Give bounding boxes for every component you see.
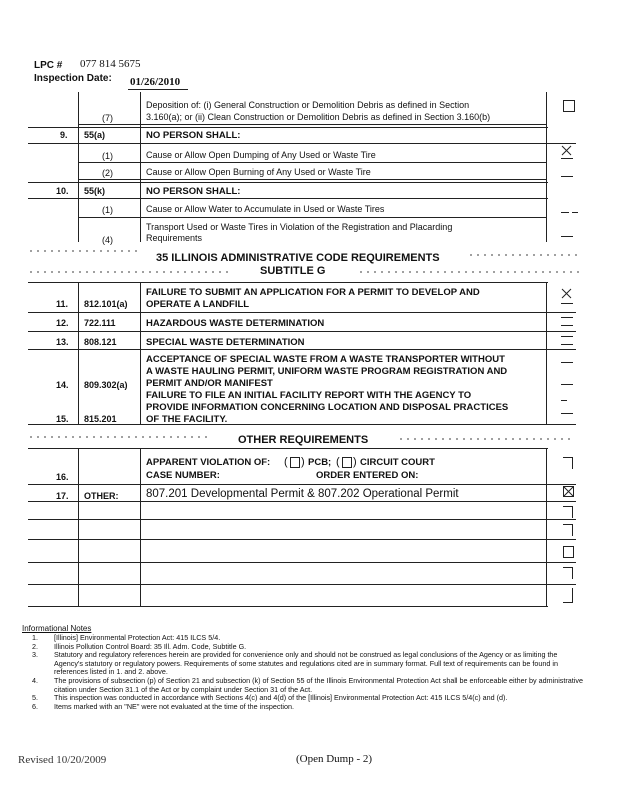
row14-line3: PERMIT AND/OR MANIFEST <box>146 378 273 389</box>
note-4-num: 4. <box>32 675 38 685</box>
iac-subtitle: SUBTITLE G <box>260 265 326 277</box>
note-4 <box>32 677 587 694</box>
pcb-label: PCB; <box>308 457 332 468</box>
row9-title: NO PERSON SHALL: <box>146 130 241 141</box>
row13-title: SPECIAL WASTE DETERMINATION <box>146 337 305 348</box>
row10-4-text-line2: Requirements <box>146 233 203 243</box>
row10-1-sub: (1) <box>102 205 113 215</box>
row14-num: 14. <box>56 380 69 390</box>
row14-section: 809.302(a) <box>84 380 128 390</box>
row9-2-sub: (2) <box>102 168 113 178</box>
note-1-num: 1. <box>32 633 38 642</box>
notes-title: Informational Notes <box>22 624 92 633</box>
checkbox-blank-4[interactable] <box>563 567 573 579</box>
checkbox-row16[interactable] <box>563 457 573 469</box>
checkbox-blank-3[interactable] <box>563 546 574 558</box>
lpc-label: LPC # <box>34 60 63 71</box>
row9-1-text: Cause or Allow Open Dumping of Any Used or Waste Tire <box>146 150 376 160</box>
row17-num: 17. <box>56 491 69 501</box>
apparent-violation-label: APPARENT VIOLATION OF: <box>146 457 271 468</box>
row14-line1: ACCEPTANCE OF SPECIAL WASTE FROM A WASTE TRANSPORTER WITHOUT <box>146 354 505 365</box>
row7-sub: (7) <box>102 113 113 123</box>
checkbox-row7[interactable] <box>563 100 575 112</box>
row15-line1: FAILURE TO FILE AN INITIAL FACILITY REPORT WITH THE AGENCY TO <box>146 390 472 401</box>
checked-x-box-icon[interactable] <box>563 486 574 497</box>
circuit-court-label: CIRCUIT COURT <box>360 457 435 468</box>
row17-text: 807.201 Developmental Permit & 807.202 Operational Permit <box>146 488 459 500</box>
order-entered-label: ORDER ENTERED ON: <box>316 470 419 481</box>
row15-num: 15. <box>56 414 69 424</box>
row10-section: 55(k) <box>84 186 106 196</box>
row10-1-text: Cause or Allow Water to Accumulate in Used or Waste Tires <box>146 204 385 214</box>
row13-section: 808.121 <box>84 337 117 347</box>
note-1-text: [Illinois] Environmental Protection Act: 415 ILCS 5/4. <box>54 633 221 642</box>
note-6 <box>32 703 587 712</box>
note-2-num: 2. <box>32 641 38 651</box>
lpc-value: 077 814 5675 <box>80 58 141 70</box>
row13-num: 13. <box>56 337 69 347</box>
row12-title: HAZARDOUS WASTE DETERMINATION <box>146 318 325 329</box>
checkbox-blank-1[interactable] <box>563 506 573 518</box>
note-6-num: 6. <box>32 701 38 711</box>
note-5-num: 5. <box>32 693 38 703</box>
inspection-date-label: Inspection Date: <box>34 73 112 84</box>
row15-section: 815.201 <box>84 414 117 424</box>
note-2-text: Illinois Pollution Control Board: 35 Ill. Adm. Code, Subtitle G. <box>54 641 247 651</box>
pcb-paren-close: ) <box>301 456 305 468</box>
row9-num: 9. <box>60 130 68 140</box>
checkbox-blank-2[interactable] <box>563 524 573 536</box>
revised-date: Revised 10/20/2009 <box>18 754 107 766</box>
row15-line2: PROVIDE INFORMATION CONCERNING LOCATION AND DISPOSAL PRACTICES <box>146 402 509 413</box>
row10-num: 10. <box>56 186 69 196</box>
row11-line1: FAILURE TO SUBMIT AN APPLICATION FOR A PERMIT TO DEVELOP AND <box>146 287 480 298</box>
note-5-text: This inspection was conducted in accordance with Sections 4(c) and 4(d) of the [Illinois] Environmental Protection Act: 415 ILCS 5/4(c) and (d). <box>54 693 508 703</box>
iac-title: 35 ILLINOIS ADMINISTRATIVE CODE REQUIREMENTS <box>156 252 440 264</box>
inspection-date-value: 01/26/2010 <box>130 76 181 88</box>
pcb-paren: ( <box>284 456 288 468</box>
row9-1-sub: (1) <box>102 151 113 161</box>
row16-num: 16. <box>56 472 69 482</box>
row11-line2: OPERATE A LANDFILL <box>146 299 250 310</box>
notes-list <box>32 634 587 711</box>
row7-text-line2: 3.160(a); or (ii) Clean Construction or Demolition Debris as defined in Section 3.160(b) <box>146 112 491 122</box>
note-3 <box>32 651 587 677</box>
row15-line3: OF THE FACILITY. <box>146 414 228 425</box>
checked-x-icon[interactable] <box>561 145 572 156</box>
row12-num: 12. <box>56 318 69 328</box>
checked-x-icon[interactable] <box>561 288 572 299</box>
other-title: OTHER REQUIREMENTS <box>238 434 369 446</box>
circuit-paren-close: ) <box>353 456 357 468</box>
row7-text-line1: Deposition of: (i) General Construction or Demolition Debris as defined in Section <box>146 100 470 110</box>
row10-4-text-line1: Transport Used or Waste Tires in Violation of the Registration and Placarding <box>146 222 453 232</box>
pcb-checkbox[interactable] <box>290 457 300 468</box>
note-6-text: Items marked with an "NE" were not evaluated at the time of the inspection. <box>54 701 295 711</box>
circuit-court-checkbox[interactable] <box>342 457 352 468</box>
note-3-text: Statutory and regulatory references herein are provided for convenience only and should not be construed as legal conclusions of the Agency or as limiting the Agency's statutory or regulatory powers. Requirements of some statutes and regulations cited are in summary format. Full text of requirements can be found in references listed in 1. and 2. above. <box>54 650 558 677</box>
row17-label: OTHER: <box>84 491 119 501</box>
note-4-text: The provisions of subsection (p) of Section 21 and subsection (k) of Section 55 of the Illinois Environmental Protection Act shall be enforceable either by administrative citation under Section 31.1 of the Act or by complaint under Section 31 of the Act. <box>54 675 583 694</box>
case-number-label: CASE NUMBER: <box>146 470 220 481</box>
row12-section: 722.111 <box>84 318 116 328</box>
row9-section: 55(a) <box>84 130 106 140</box>
row11-num: 11. <box>56 299 69 309</box>
note-3-num: 3. <box>32 650 38 660</box>
row10-title: NO PERSON SHALL: <box>146 186 241 197</box>
circuit-paren: ( <box>336 456 340 468</box>
row14-line2: A WASTE HAULING PERMIT, UNIFORM WASTE PROGRAM REGISTRATION AND <box>146 366 508 377</box>
row9-2-text: Cause or Allow Open Burning of Any Used or Waste Tire <box>146 167 371 177</box>
row10-4-sub: (4) <box>102 235 113 245</box>
page-label: (Open Dump - 2) <box>296 753 373 765</box>
row11-section: 812.101(a) <box>84 299 128 309</box>
